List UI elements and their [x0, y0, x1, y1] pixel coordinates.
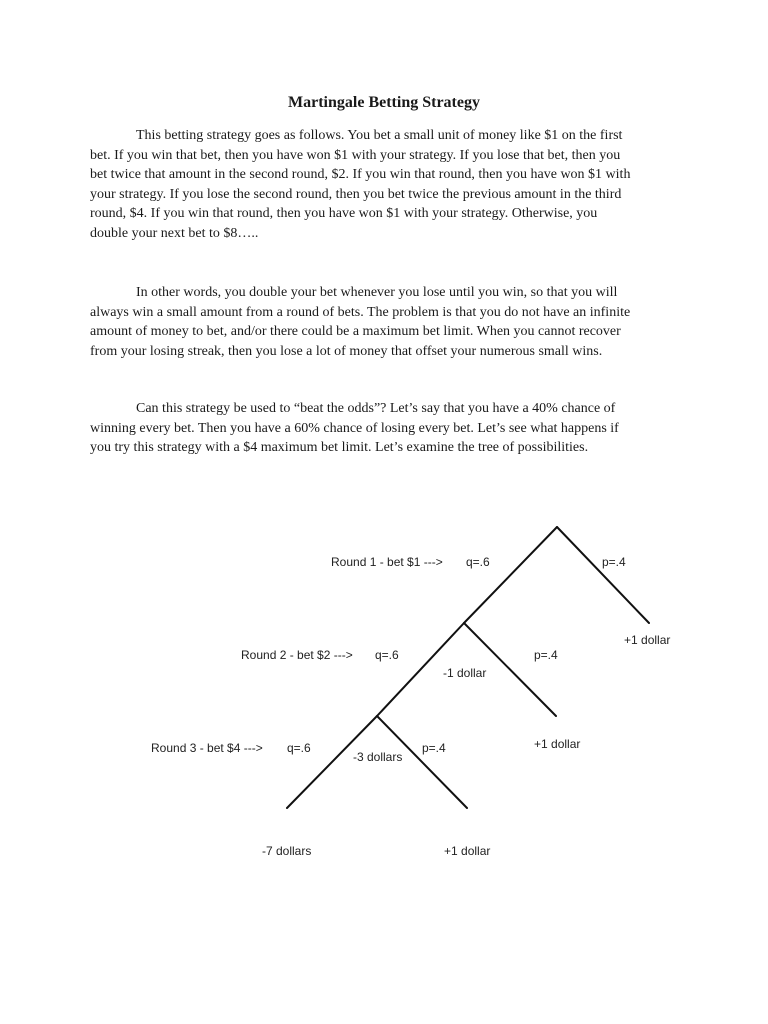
round2-p-label: p=.4 — [534, 648, 558, 662]
round3-p-label: p=.4 — [422, 741, 446, 755]
paragraph-line: bet twice that amount in the second round, $2. If you win that round, then you have won $1 with — [90, 167, 631, 183]
branch-round1-win — [557, 527, 649, 623]
document-title: Martingale Betting Strategy — [288, 94, 480, 111]
paragraph-line: from your losing streak, then you lose a lot of money that offset your numerous small wins. — [90, 343, 603, 359]
round3-win-outcome: +1 dollar — [444, 844, 491, 858]
paragraph-line: amount of money to bet, and/or there could be a maximum bet limit. When you cannot recover — [90, 324, 621, 340]
round1-p-label: p=.4 — [602, 555, 626, 569]
round2-label: Round 2 - bet $2 ---> — [241, 648, 353, 662]
round2-q-label: q=.6 — [375, 648, 399, 662]
paragraph-line: bet. If you win that bet, then you have won $1 with your strategy. If you lose that bet, then you — [90, 147, 621, 163]
paragraph-line: you try this strategy with a $4 maximum bet limit. Let’s examine the tree of possibilities. — [90, 440, 589, 456]
paragraph-line: In other words, you double your bet whenever you lose until you win, so that you will — [136, 285, 618, 300]
paragraph-line: your strategy. If you lose the second round, then you bet twice the previous amount in the third — [90, 186, 622, 202]
round1-q-label: q=.6 — [466, 555, 490, 569]
round3-loss-outcome: -7 dollars — [262, 844, 312, 858]
round3-label: Round 3 - bet $4 ---> — [151, 741, 263, 755]
paragraph-line: double your next bet to $8….. — [90, 225, 259, 241]
round2-running-total: -1 dollar — [443, 666, 487, 680]
paragraph-line: winning every bet. Then you have a 60% chance of losing every bet. Let’s see what happens if — [90, 420, 619, 436]
round2-win-outcome: +1 dollar — [534, 737, 581, 751]
round3-q-label: q=.6 — [287, 741, 311, 755]
paragraph-line: This betting strategy goes as follows. You bet a small unit of money like $1 on the first — [136, 128, 623, 143]
branch-round1-lose — [464, 527, 557, 623]
paragraph-line: round, $4. If you win that round, then you have won $1 with your strategy. Otherwise, you — [90, 206, 598, 222]
round1-win-outcome: +1 dollar — [624, 633, 671, 647]
paragraph-line: always win a small amount from a round of bets. The problem is that you do not have an infinite — [90, 304, 631, 320]
round1-label: Round 1 - bet $1 ---> — [331, 555, 443, 569]
round3-running-total: -3 dollars — [353, 750, 403, 764]
paragraph-line: Can this strategy be used to “beat the odds”? Let’s say that you have a 40% chance of — [136, 401, 616, 416]
